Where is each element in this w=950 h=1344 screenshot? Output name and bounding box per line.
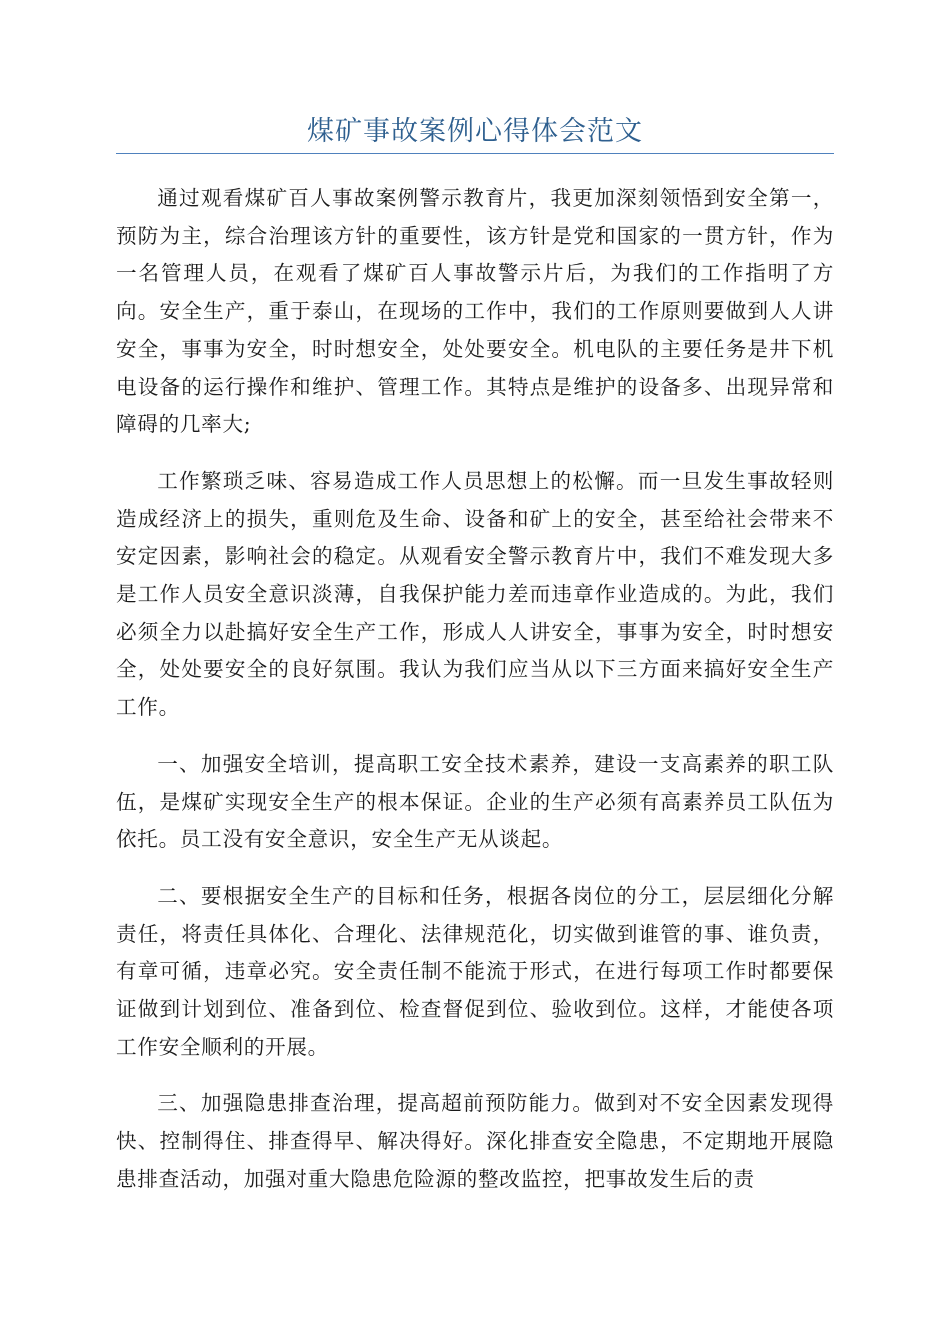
document-title: 煤矿事故案例心得体会范文 [307,116,643,147]
paragraph-1: 通过观看煤矿百人事故案例警示教育片，我更加深刻领悟到安全第一，预防为主，综合治理该方针的重要性，该方针是党和国家的一贯方针，作为一名管理人员，在观看了煤矿百人事故警示片后，为我们的工作指明了方向。安全生产，重于泰山，在现场的工作中，我们的工作原则要做到人人讲安全，事事为安全，时时想安全，处处要安全。机电队的主要任务是井下机电设备的运行操作和维护、管理工作。其特点是维护的设备多、出现异常和障碍的几率大; [116,186,834,437]
document-body [116,180,834,1218]
title-underline [116,153,834,154]
paragraph-4: 二、要根据安全生产的目标和任务，根据各岗位的分工，层层细化分解责任，将责任具体化、合理化、法律规范化，切实做到谁管的事、谁负责，有章可循，违章必究。安全责任制不能流于形式，在进行每项工作时都要保证做到计划到位、准备到位、检查督促到位、验收到位。这样，才能使各项工作安全顺利的开展。 [116,883,834,1059]
paragraph-2: 工作繁琐乏味、容易造成工作人员思想上的松懈。而一旦发生事故轻则造成经济上的损失，重则危及生命、设备和矿上的安全，甚至给社会带来不安定因素，影响社会的稳定。从观看安全警示教育片中，我们不难发现大多是工作人员安全意识淡薄，自我保护能力差而违章作业造成的。为此，我们必须全力以赴搞好安全生产工作，形成人人讲安全，事事为安全，时时想安全，处处要安全的良好氛围。我认为我们应当从以下三方面来搞好安全生产工作。 [116,468,834,720]
paragraph-3: 一、加强安全培训，提高职工安全技术素养，建设一支高素养的职工队伍，是煤矿实现安全生产的根本保证。企业的生产必须有高素养员工队伍为依托。员工没有安全意识，安全生产无从谈起。 [116,751,834,852]
paragraph-5: 三、加强隐患排查治理，提高超前预防能力。做到对不安全因素发现得快、控制得住、排查得早、解决得好。深化排查安全隐患，不定期地开展隐患排查活动，加强对重大隐患危险源的整改监控，把事故发生后的责 [116,1091,834,1191]
